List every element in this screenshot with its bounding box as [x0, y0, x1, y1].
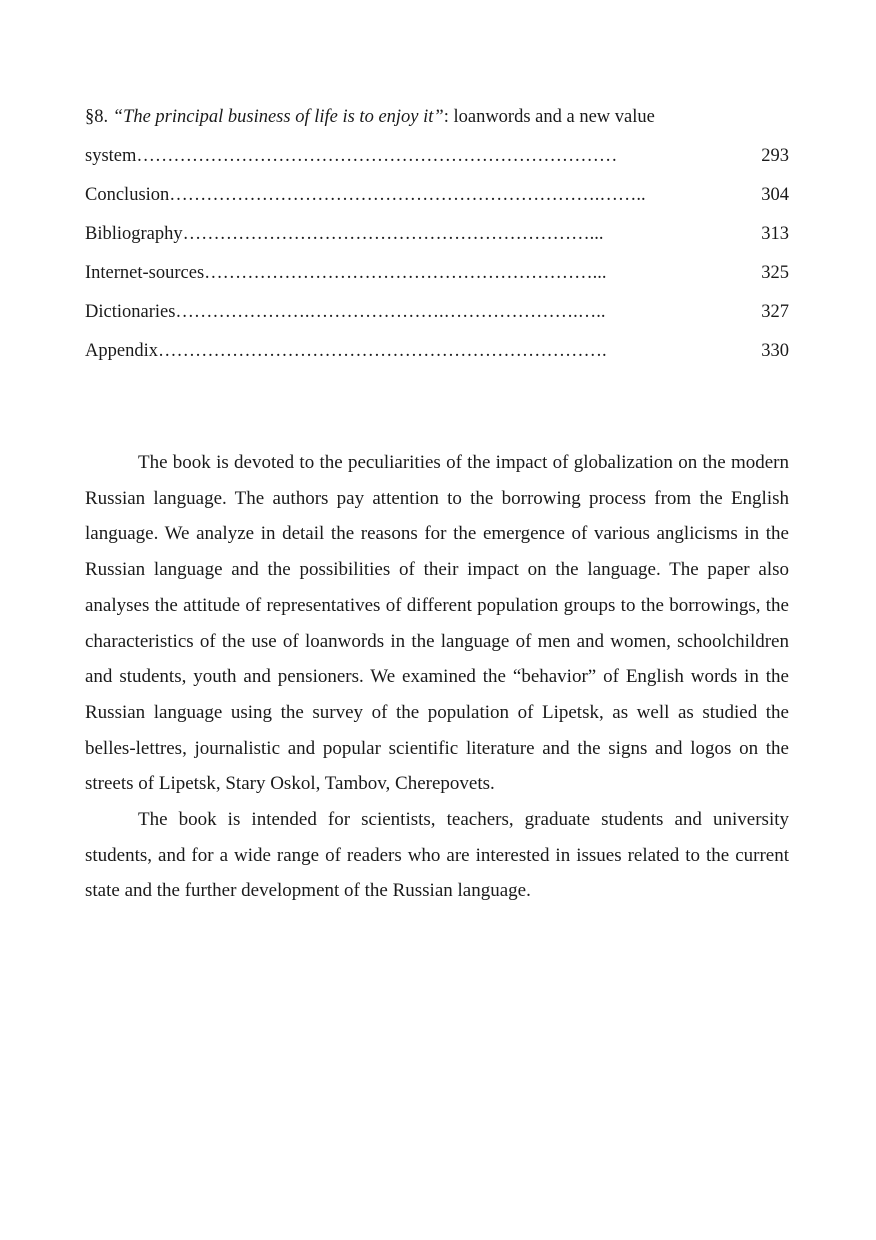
toc-entry-label: Conclusion…………………………………………………………….…….. [85, 185, 646, 205]
toc-section-8-suffix: : loanwords and a new value [443, 107, 655, 127]
toc-entry-page-number: 330 [761, 341, 789, 361]
toc-entry-page-number: 325 [761, 263, 789, 283]
abstract-paragraph-1: The book is devoted to the peculiarities of the impact of globalization on the modern Russian language. The authors pay attention to the borrowing process from the English language. We analyze in detail the reasons for the emergence of various anglicisms in the Russian language and the possibilities of their impact on the language. The paper also analyses the attitude of representatives of different population groups to the borrowings, the characteristics of the use of loanwords in the language of men and women, schoolchildren and students, youth and pensioners. We examined the “behavior” of English words in the Russian language using the survey of the population of Lipetsk, as well as studied the belles-lettres, journalistic and popular scientific literature and the signs and logos on the streets of Lipetsk, Stary Oskol, Tambov, Cherepovets. [85, 452, 789, 795]
toc-entry-bibliography [85, 215, 789, 254]
toc-entry-page-number: 304 [761, 185, 789, 205]
toc-entry-page-number: 327 [761, 302, 789, 322]
toc-entry-page-number: 293 [761, 146, 789, 166]
toc-entry-label: Internet-sources………………………………………………………... [85, 263, 607, 283]
toc-entry-label: Dictionaries………………….………………….………………….….. [85, 302, 606, 322]
abstract-paragraph-2: The book is intended for scientists, teachers, graduate students and university students, and for a wide range of readers who are interested in issues related to the current state and the further development of the Russian language. [85, 809, 789, 902]
toc-entry-section-8 [85, 98, 789, 137]
toc-entry-label: Appendix………………………………………………………………. [85, 341, 607, 361]
toc-section-8-prefix: §8. [85, 107, 113, 127]
toc-entry-label: system…………………………………………………………………… [85, 146, 618, 166]
toc-entry-page-number: 313 [761, 224, 789, 244]
book-abstract [85, 445, 789, 909]
toc-entry-dictionaries [85, 293, 789, 332]
toc-section-8-title: “The principal business of life is to enjoy it” [112, 107, 444, 127]
toc-entry-internet-sources [85, 254, 789, 293]
toc-entry-system [85, 137, 789, 176]
toc-entry-label: Bibliography…………………………………………………………... [85, 224, 604, 244]
toc-entry-appendix [85, 332, 789, 371]
document-page [85, 98, 789, 909]
toc-entry-conclusion [85, 176, 789, 215]
table-of-contents [85, 98, 789, 371]
